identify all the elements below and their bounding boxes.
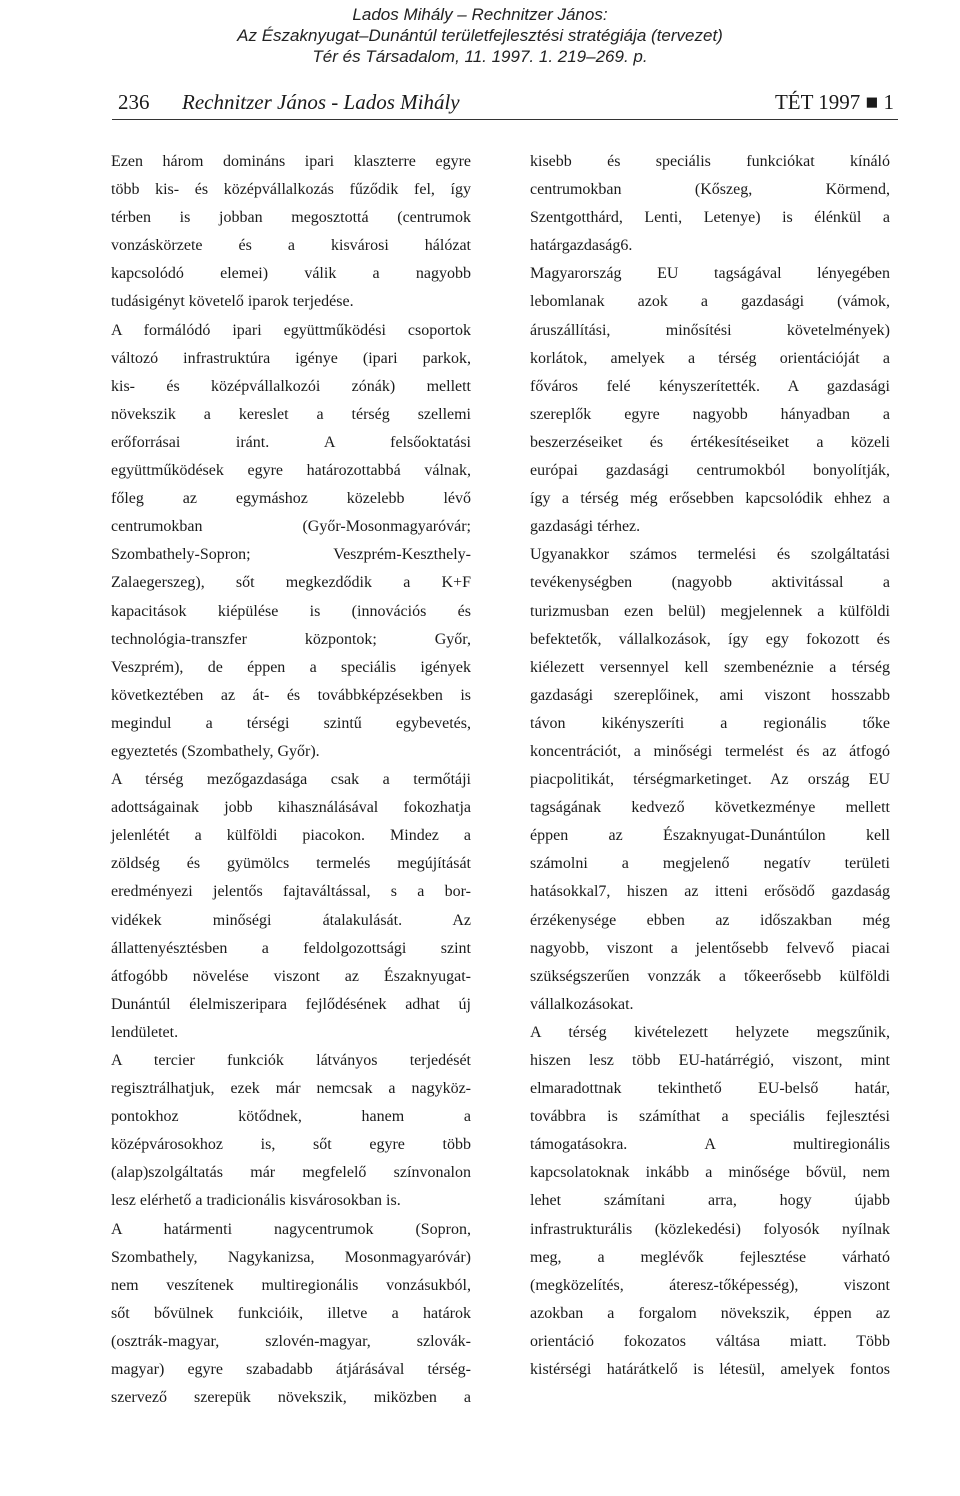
text-line: támogatásokra. A multiregionális [530, 1136, 890, 1154]
text-line: (alap)szolgáltatás már megfelelő színvonalon [111, 1164, 471, 1182]
text-line: térben is jobban megosztottá (centrumok [111, 209, 471, 227]
paragraph [530, 260, 890, 513]
text-line: eredményezi jelentős fajtaváltással, s a bor- [111, 883, 471, 901]
paragraph [530, 232, 890, 260]
text-line: kapcsolódó elemei) válik a nagyobb [111, 265, 471, 283]
text-line: továbbra is számíthat a speciális fejlesztési [530, 1108, 890, 1126]
text-line: lendületet. [111, 1023, 179, 1041]
text-line: határgazdaság6. [530, 237, 633, 255]
text-line: gazdasági térhez. [530, 518, 641, 536]
text-line: zöldség és gyümölcs termelés megújítását [111, 855, 471, 873]
paragraph [530, 991, 890, 1019]
citation-title: Az Északnyugat–Dunántúl területfejlesztési stratégiája (tervezet) [237, 26, 723, 45]
text-line: turizmusban ezen belül) megjelennek a külföldi [530, 602, 890, 620]
text-line: Zalaegerszeg), sőt megkezdődik a K+F [111, 574, 471, 592]
text-line: tevékenységben (nagyobb aktivitással a [530, 574, 890, 592]
text-line: változó infrastruktúra igénye (ipari parkok, [111, 349, 471, 367]
text-line: kis- és középvállalkozói zónák) mellett [111, 377, 471, 395]
text-line: több kis- és középvállalkozás fűződik fel, így [111, 181, 471, 199]
text-line: azokban a forgalom növekszik, éppen az [530, 1304, 890, 1322]
text-line: hatásokkal7, hiszen az itteni erősödő gazdaság [530, 883, 890, 901]
text-line: meg, a meglévők fejlesztése várható [530, 1248, 890, 1266]
text-line: A térség mezőgazdasága csak a termőtáji [111, 771, 471, 789]
text-line: (megközelítés, áteresz-tőképesség), viszont [530, 1276, 890, 1294]
text-line: állattenyésztésben a feldolgozottsági szint [111, 939, 471, 957]
text-line: korlátok, amelyek a térség orientációját a [530, 349, 890, 367]
text-line: Dunántúl élelmiszeripara fejlődésének adhat új [111, 995, 471, 1013]
text-line: jelenlétét a külföldi piacokon. Mindez a [111, 827, 471, 845]
text-line: kapacitások kiépülése is (innovációs és [111, 602, 471, 620]
text-line: infrastrukturális (közlekedési) folyosók nyílnak [530, 1220, 890, 1238]
paragraph [111, 766, 471, 1047]
text-line: Veszprém), de éppen a speciális igények [111, 658, 471, 676]
text-line: piacpolitikát, térségmarketinget. Az ország EU [530, 771, 890, 789]
text-line: vidékek minőségi átalakulását. Az [111, 911, 471, 929]
text-line: Ezen három domináns ipari klaszterre egyre [111, 153, 471, 170]
text-line: adottságainak jobb kihasználásával fokozhatja [111, 799, 471, 817]
text-line: tudásigényt követelő iparok terjedése. [111, 293, 354, 311]
text-line: nem veszítenek multiregionális vonzásukból, [111, 1276, 471, 1294]
text-line: (osztrák-magyar, szlovén-magyar, szlovák- [111, 1332, 471, 1350]
text-line: hiszen lesz több EU-határrégió, viszont, mint [530, 1052, 890, 1069]
journal-issue: TÉT 1997 ■ 1 [774, 90, 894, 114]
text-line: A térség kivételezett helyzete megszűnik, [530, 1023, 890, 1041]
header-rule [112, 119, 898, 120]
text-line: számolni a megjelenő negatív területi [530, 855, 890, 873]
text-line: kiélezett versennyel kell szembenéznie a térség [530, 658, 890, 676]
text-line: centrumokban (Győr-Mosonmagyaróvár; [111, 518, 471, 536]
text-line: A határmenti nagycentrumok (Sopron, [111, 1220, 471, 1238]
text-line: erőforrásai iránt. A felsőoktatási [111, 433, 471, 451]
text-line: A formálódó ipari együttműködési csoportok [111, 321, 471, 339]
text-line: centrumokban (Kőszeg, Körmend, [530, 181, 890, 199]
text-line: főleg az egymáshoz közelebb lévő [111, 490, 471, 508]
text-line: kistérségi határátkelő is létesül, amelyek fontos [530, 1361, 890, 1379]
citation-header [0, 4, 960, 67]
text-line: szereplők egyre nagyobb hányadban a [530, 405, 890, 423]
text-line: éppen az Északnyugat-Dunántúlon kell [530, 827, 890, 845]
text-line: vállalkozásokat. [530, 995, 634, 1013]
running-authors: Rechnitzer János - Lados Mihály [182, 90, 460, 114]
text-line: szervező szerepük növekszik, miközben a [111, 1389, 471, 1407]
text-line: lesz elérhető a tradicionális kisvárosokban is. [111, 1192, 401, 1210]
text-line: regisztrálhatjuk, ezek már nemcsak a nagyköz- [111, 1080, 471, 1098]
running-header [112, 86, 898, 120]
text-line: lebomlanak azok a gazdasági (vámok, [530, 293, 890, 311]
paragraph [530, 513, 890, 541]
citation-source: Tér és Társadalom, 11. 1997. 1. 219–269. p. [312, 47, 648, 66]
text-line: Szentgotthárd, Lenti, Letenye) is élénkül a [530, 209, 890, 227]
left-column [111, 148, 471, 1412]
paragraph [111, 288, 471, 316]
text-line: együttműködések egyre határozottabbá válnak, [111, 462, 471, 480]
text-line: pontokhoz kötődnek, hanem a [111, 1108, 471, 1126]
text-line: technológia-transzfer központok; Győr, [111, 630, 471, 648]
citation-authors: Lados Mihály – Rechnitzer János: [352, 5, 608, 24]
paragraph [111, 1047, 471, 1216]
text-line: Ugyanakkor számos termelési és szolgáltatási [530, 546, 890, 564]
text-line: átfogóbb növelése viszont az Északnyugat- [111, 967, 471, 985]
text-line: európai gazdasági centrumokból bonyolítják, [530, 462, 890, 480]
text-line: következtében az át- és továbbképzésekben is [111, 686, 471, 704]
text-line: gazdasági szereplőinek, ami viszont hosszabb [530, 686, 890, 704]
paragraph [111, 317, 471, 767]
text-line: koncentrációt, a minőségi termelést és az átfogó [530, 742, 890, 760]
paragraph [111, 1216, 471, 1413]
page-number: 236 [118, 90, 150, 114]
text-line: szükségszerűen vonzzák a tőkeerősebb külföldi [530, 967, 890, 985]
text-line: megindul a térségi szintű egybevetés, [111, 714, 471, 732]
text-line: kapcsolatoknak inkább a minősége bővül, nem [530, 1164, 890, 1182]
text-line: kisebb és speciális funkciókat kínáló [530, 153, 890, 170]
text-line: egyeztetés (Szombathely, Győr). [111, 742, 320, 760]
paragraph [530, 541, 890, 991]
text-line: áruszállítási, minősítési követelmények) [530, 321, 890, 339]
paragraph [111, 148, 471, 288]
text-line: beszerzéseiket és értékesítéseiket a közeli [530, 433, 890, 451]
text-line: főváros felé kényszerítették. A gazdasági [530, 377, 890, 395]
text-line: lehet számítani arra, hogy újabb [530, 1192, 890, 1210]
text-line: Magyarország EU tagságával lényegében [530, 265, 890, 283]
text-line: távon kikényszeríti a regionális tőke [530, 714, 890, 732]
text-line: elmaradottnak tekinthető EU-belső határ, [530, 1080, 890, 1098]
text-line: magyar) egyre szabadabb átjárásával térség- [111, 1361, 471, 1379]
right-column [530, 148, 890, 1384]
text-line: nagyobb, viszont a jelentősebb felvevő piacai [530, 939, 890, 957]
paragraph [530, 1019, 890, 1384]
text-line: Szombathely-Sopron; Veszprém-Keszthely- [111, 546, 471, 564]
paragraph [530, 148, 890, 232]
text-line: orientáció fokozatos váltása miatt. Több [530, 1332, 890, 1350]
text-line: így a térség még erősebben kapcsolódik ehhez a [530, 490, 890, 508]
text-line: növekszik a kereslet a térség szellemi [111, 405, 471, 423]
text-line: középvárosokhoz is, sőt egyre több [111, 1136, 471, 1154]
text-line: Szombathely, Nagykanizsa, Mosonmagyaróvár) [111, 1248, 471, 1266]
text-line: érzékenysége ebben az időszakban még [530, 911, 890, 929]
text-line: befektetők, vállalkozások, így egy fokozott és [530, 630, 890, 648]
text-line: A tercier funkciók látványos terjedését [111, 1052, 471, 1069]
text-line: tagságának kedvező következménye mellett [530, 799, 890, 817]
text-line: vonzáskörzete és a kisvárosi hálózat [111, 237, 471, 255]
text-line: sőt bővülnek funkcióik, illetve a határok [111, 1304, 471, 1322]
